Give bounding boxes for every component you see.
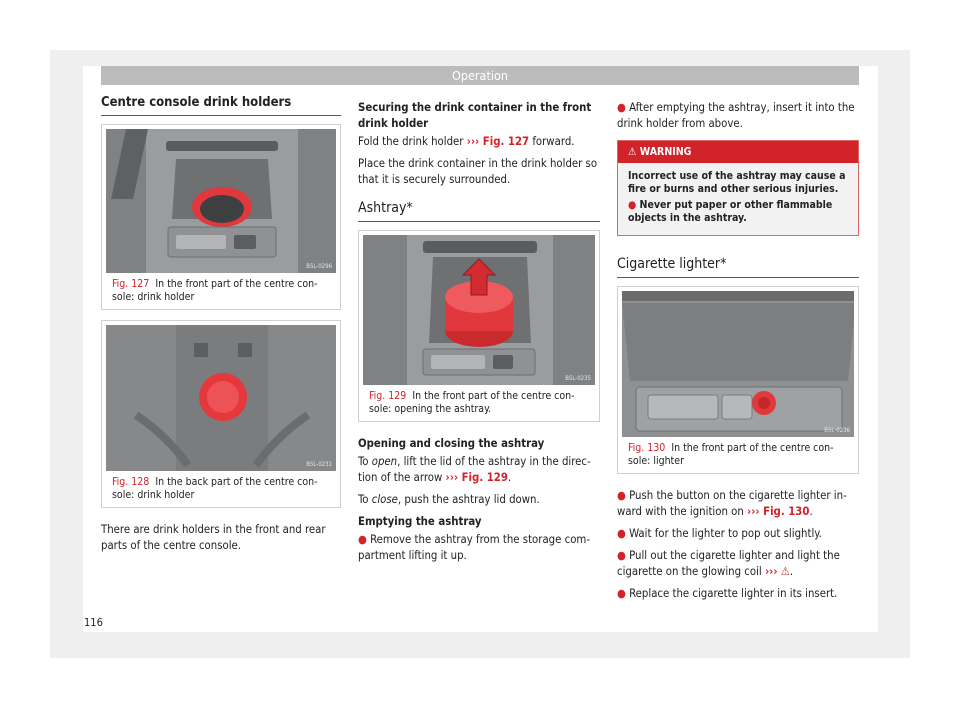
bullet-text: Wait for the lighter to pop out slightly. [629, 527, 822, 540]
bullet-item [358, 532, 600, 564]
warning-line: Incorrect use of the ashtray may cause a fire or burns and other serious injuries. [628, 170, 846, 195]
caption-text: In the front part of the centre con-sole: opening the ashtray. [369, 390, 575, 415]
bullet-icon: ● [617, 489, 626, 502]
drink-holders-paragraph: There are drink holders in the front and rear parts of the centre console. [101, 523, 326, 552]
securing-subheading: Securing the drink container in the front drink holder [358, 101, 592, 130]
emptying-subheading: Emptying the ashtray [358, 515, 482, 528]
figure-number: Fig. 128 [112, 476, 150, 488]
figure-caption [102, 471, 340, 507]
bullet-icon: ● [617, 587, 626, 600]
figure-130 [617, 286, 859, 474]
caption-text: In the front part of the centre con-sole: lighter [628, 442, 834, 467]
warning-icon: ⚠ [628, 146, 637, 158]
text: , push the ashtray lid down. [397, 493, 540, 506]
column-3 [617, 100, 859, 608]
warning-box [617, 140, 859, 236]
warning-label: WARNING [639, 146, 692, 158]
bullet-item [617, 526, 859, 542]
figure-caption [359, 385, 599, 421]
figure-caption [618, 437, 858, 473]
caption-text: In the back part of the centre con-sole: drink holder [112, 476, 318, 501]
ashtray-title: Ashtray* [358, 200, 600, 222]
text-emphasis: close [371, 493, 398, 506]
text: . [789, 565, 794, 578]
figure-code: B5L-0231 [306, 461, 332, 468]
bullet-icon: ● [617, 101, 626, 114]
warning-body [618, 163, 858, 235]
figure-number: Fig. 129 [369, 390, 407, 402]
caption-text: In the front part of the centre con-sole: drink holder [112, 278, 318, 303]
fig-127-link[interactable]: ››› Fig. 127 [466, 135, 530, 148]
figure-caption [102, 273, 340, 309]
bullet-item [617, 586, 859, 602]
warning-triangle-icon: ⚠ [780, 565, 790, 578]
bullet-text: Push the button on the cigarette lighter in-ward with the ignition on [617, 489, 847, 518]
lighter-title: Cigarette lighter* [617, 256, 859, 278]
fig-130-link[interactable]: ››› Fig. 130 [747, 505, 810, 518]
bullet-icon: ● [617, 527, 626, 540]
figure-code: B5L-0235 [565, 375, 591, 382]
page-number: 116 [84, 616, 103, 629]
bullet-text: Remove the ashtray from the storage com-partment lifting it up. [358, 533, 590, 562]
figure-129 [358, 230, 600, 422]
close-paragraph [358, 492, 600, 508]
text: . [809, 505, 813, 518]
drink-holder-rear-image [106, 325, 336, 471]
lighter-image [622, 291, 854, 437]
text: . [507, 471, 512, 484]
bullet-text: Replace the cigarette lighter in its insert. [629, 587, 838, 600]
fig-129-link[interactable]: ››› Fig. 129 [445, 471, 508, 484]
column-2 [358, 100, 600, 570]
figure-127 [101, 124, 341, 310]
figure-code: B5L-0296 [306, 263, 332, 270]
warning-link[interactable]: ››› [764, 565, 778, 578]
ashtray-image [363, 235, 595, 385]
figure-number: Fig. 127 [112, 278, 150, 290]
open-paragraph [358, 454, 600, 486]
figure-128 [101, 320, 341, 508]
text-emphasis: open [371, 455, 398, 468]
text: , lift the lid of the ashtray in the direc-tion of the arrow [358, 455, 591, 484]
warning-text: Never put paper or other flammable objects in the ashtray. [628, 199, 833, 224]
warning-header [618, 141, 858, 163]
text: To [358, 455, 372, 468]
bullet-item [617, 488, 859, 520]
warning-line [628, 199, 848, 225]
fold-paragraph [358, 134, 600, 150]
bullet-item [617, 548, 859, 580]
drink-holder-front-image [106, 129, 336, 273]
opening-subheading: Opening and closing the ashtray [358, 437, 545, 450]
text: Fold the drink holder [358, 135, 467, 148]
bullet-text: After emptying the ashtray, insert it into the drink holder from above. [617, 101, 855, 130]
bullet-item [617, 100, 859, 132]
bullet-icon: ● [628, 199, 637, 211]
text: To [358, 493, 372, 506]
text: forward. [529, 135, 575, 148]
bullet-text: Pull out the cigarette lighter and light the cigarette on the glowing coil [617, 549, 840, 578]
bullet-icon: ● [617, 549, 626, 562]
place-paragraph: Place the drink container in the drink holder so that it is securely surrounded. [358, 157, 598, 186]
bullet-icon: ● [358, 533, 367, 546]
figure-code: B5L-0236 [824, 427, 850, 434]
figure-number: Fig. 130 [628, 442, 666, 454]
column-1 [101, 95, 341, 560]
section-header: Operation [101, 66, 859, 85]
drink-holders-title: Centre console drink holders [101, 95, 341, 116]
